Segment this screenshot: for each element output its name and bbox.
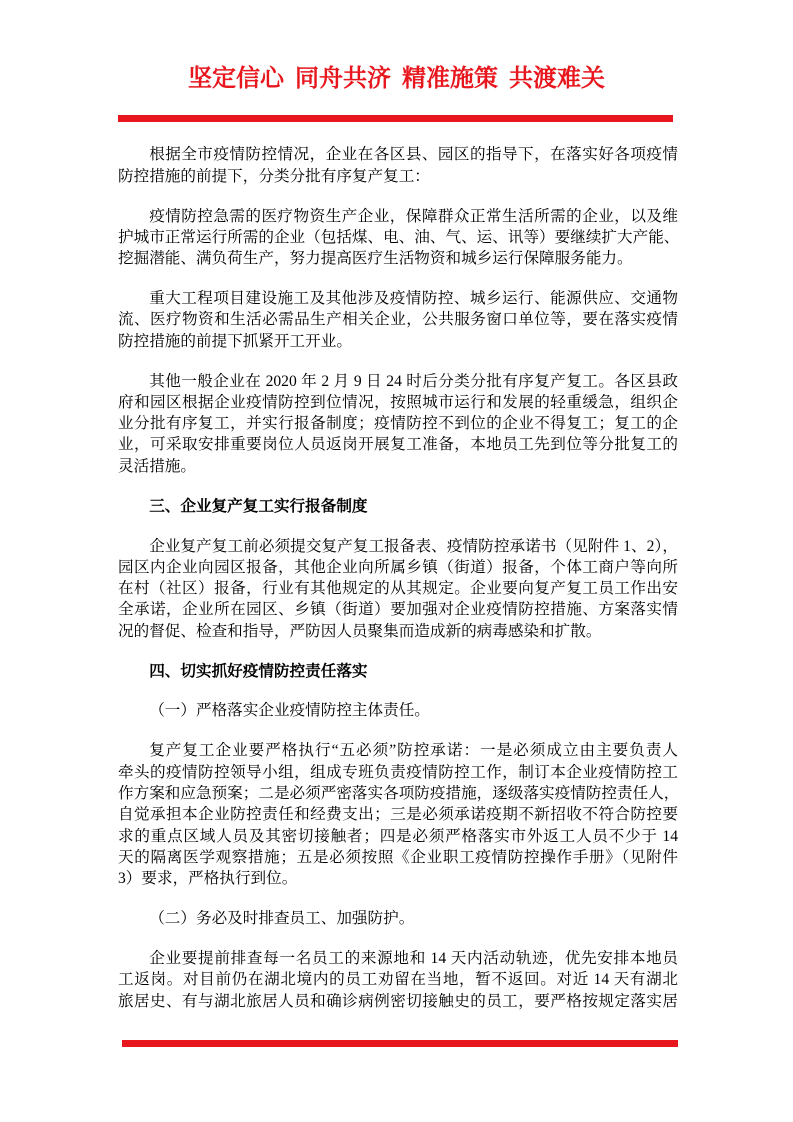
text-line: 企业复产复工前必须提交复产复工报备表、疫情防控承诺书（见附件 1、2）， [149,537,678,555]
text-line: 灵活措施。 [118,457,196,475]
text-line: 流、医疗物资和生活必需品生产相关企业，公共服务窗口单位等，要在落实疫情 [118,311,678,329]
section-heading [118,496,678,517]
paragraph [118,948,678,1012]
text-line: 求的重点区域人员及其密切接触者；四是必须严格落实市外返工人员不少于 14 [118,827,678,845]
subsection-heading-text: （一）严格落实企业疫情防控主体责任。 [149,702,430,720]
text-line: 疫情防控急需的医疗物资生产企业，保障群众正常生活所需的企业，以及维 [149,207,678,225]
section-heading-text: 四、切实抓好疫情防控责任落实 [149,662,368,680]
paragraph [118,740,678,889]
text-line: 防控措施的前提下抓紧开工开业。 [118,332,352,350]
text-line: 牵头的疫情防控领导小组，组成专班负责疫情防控工作，制订本企业疫情防控工 [118,763,678,781]
section-heading-text: 三、企业复产复工实行报备制度 [149,497,368,515]
subsection-heading-text: （二）务必及时排查员工、加强防护。 [149,910,415,928]
text-line: 重大工程项目建设施工及其他涉及疫情防控、城乡运行、能源供应、交通物 [149,290,678,308]
section-heading [118,661,678,682]
text-line: 工返岗。对目前仍在湖北境内的员工劝留在当地，暂不返回。对近 14 天有湖北 [118,971,678,989]
subsection-heading [118,908,678,929]
paragraph [118,371,678,477]
subsection-heading [118,700,678,721]
text-line: 府和园区根据企业疫情防控到位情况，按照城市运行和发展的轻重缓急，组织企 [118,393,678,411]
text-line: 其他一般企业在 2020 年 2 月 9 日 24 时后分类分批有序复产复工。各区县政 [149,372,678,390]
header-red-rule [118,115,673,122]
text-line: 护城市正常运行所需的企业（包括煤、电、油、气、运、讯等）要继续扩大产能、 [118,228,680,246]
document-title: 坚定信心 同舟共济 精准施策 共渡难关 [188,66,605,92]
text-line: 天的隔离医学观察措施；五是必须按照《企业职工疫情防控操作手册》（见附件 [118,848,678,866]
paragraph [118,206,678,270]
text-line: 自觉承担本企业防控责任和经费支出；三是必须承诺疫期不新招收不符合防控要 [118,806,678,824]
text-line: 园区内企业向园区报备，其他企业向所属乡镇（街道）报备，个体工商户等向所 [118,558,678,576]
paragraph [118,288,678,352]
text-line: 作方案和应急预案；二是必须严密落实各项防疫措施，逐级落实疫情防控责任人， [118,784,680,802]
text-line: 全承诺，企业所在园区、乡镇（街道）要加强对企业疫情防控措施、方案落实情 [118,601,678,619]
text-line: 挖掘潜能、满负荷生产，努力提高医疗生活物资和城乡运行保障服务能力。 [118,250,633,268]
text-line: 旅居史、有与湖北旅居人员和确诊病例密切接触史的员工，要严格按规定落实居 [118,992,678,1010]
text-line: 况的督促、检查和指导，严防因人员聚集而造成新的病毒感染和扩散。 [118,622,602,640]
text-line: 根据全市疫情防控情况，企业在各区县、园区的指导下，在落实好各项疫情 [149,146,678,164]
text-line: 业，可采取安排重要岗位人员返岗开展复工准备，本地员工先到位等分批复工的 [118,436,678,454]
text-line: 3）要求，严格执行到位。 [118,870,298,888]
text-line: 企业要提前排查每一名员工的来源地和 14 天内活动轨迹，优先安排本地员 [149,949,678,967]
text-line: 复产复工企业要严格执行“五必须”防控承诺：一是必须成立由主要负责人 [149,742,678,760]
text-line: 业分批有序复工，并实行报备制度；疫情防控不到位的企业不得复工；复工的企 [118,415,678,433]
document-body [118,144,678,1011]
text-line: 防控措施的前提下，分类分批有序复产复工： [118,167,430,185]
text-line: 在村（社区）报备，行业有其他规定的从其规定。企业要向复产复工员工作出安 [118,580,678,598]
paragraph [118,536,678,642]
paragraph [118,144,678,187]
footer-red-rule [122,1040,678,1047]
